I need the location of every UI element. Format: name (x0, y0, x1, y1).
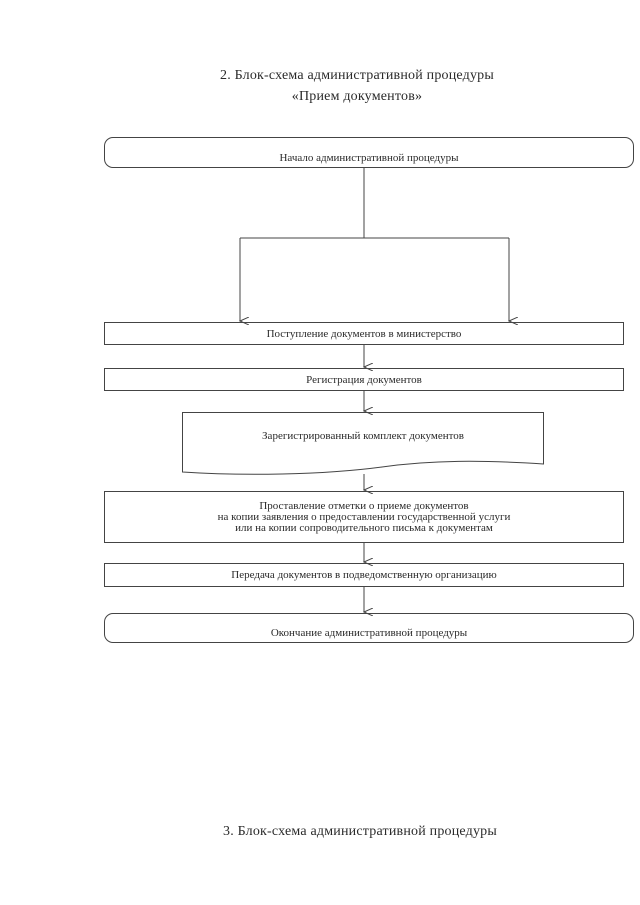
next-section-heading: 3. Блок-схема административной процедуры (223, 824, 497, 839)
mark-label-line3: или на копии сопроводительного письма к документам (235, 522, 493, 534)
end-terminator (104, 613, 634, 643)
start-label: Начало административной процедуры (279, 152, 459, 164)
mark-label-line2: на копии заявления о предоставлении государственной услуги (217, 511, 511, 523)
step-receipt (104, 322, 624, 345)
start-terminator (104, 137, 634, 168)
step-transfer (104, 563, 624, 587)
diagram-title: 2. Блок-схема административной процедуры (220, 68, 494, 83)
receipt-label: Поступление документов в министерство (266, 327, 462, 340)
end-label: Окончание административной процедуры (270, 627, 468, 639)
document-shape-registered-set (182, 412, 544, 476)
diagram-subtitle: «Прием документов» (291, 89, 423, 104)
step-mark (104, 491, 624, 543)
mark-label-line1: Проставление отметки о приеме документов (259, 500, 469, 512)
registered-set-label: Зарегистрированный комплект документов (262, 430, 464, 442)
registration-label: Регистрация документов (306, 373, 422, 386)
step-registration (104, 368, 624, 391)
transfer-label: Передача документов в подведомственную организацию (231, 569, 497, 581)
